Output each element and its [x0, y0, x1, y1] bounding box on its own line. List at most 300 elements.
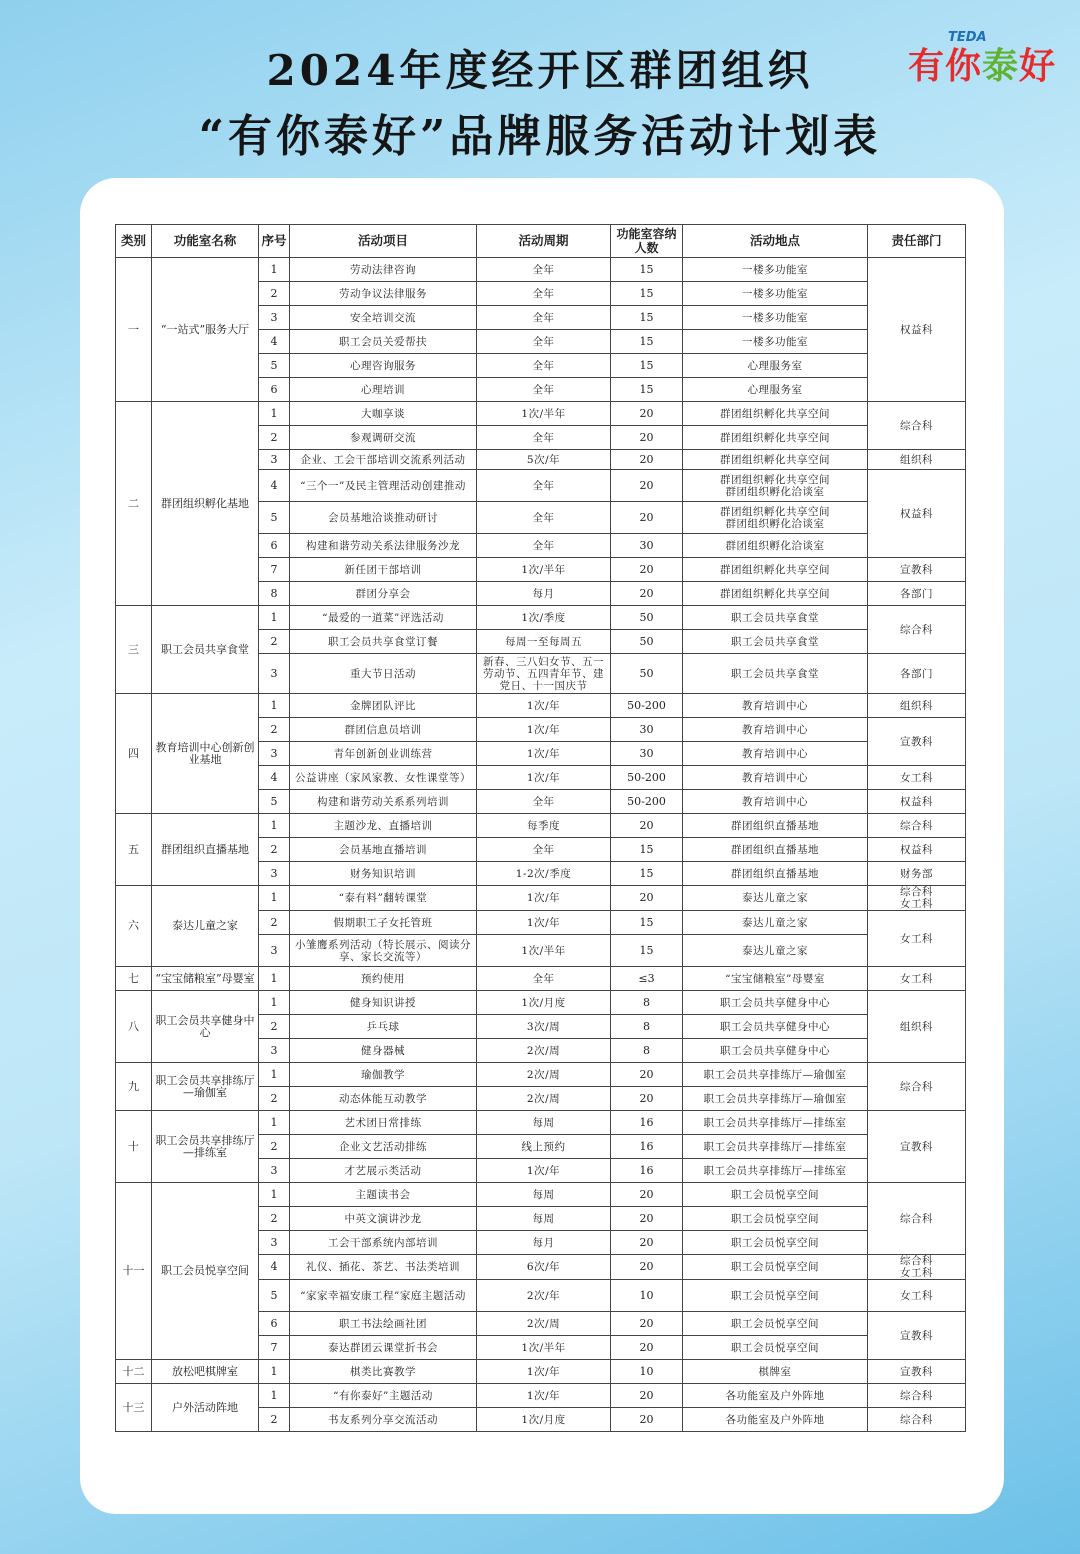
location-cell: 群团组织直播基地	[683, 862, 868, 886]
capacity-cell: 8	[611, 1015, 683, 1039]
capacity-cell: 20	[611, 582, 683, 606]
location-cell: 职工会员悦享空间	[683, 1312, 868, 1336]
category-cell: 八	[116, 991, 152, 1063]
cycle-cell: 全年	[477, 282, 611, 306]
location-cell: 职工会员悦享空间	[683, 1336, 868, 1360]
location-cell: 泰达儿童之家	[683, 911, 868, 935]
category-cell: 一	[116, 258, 152, 402]
location-cell: 职工会员共享食堂	[683, 654, 868, 694]
number-cell: 3	[259, 306, 290, 330]
location-cell: 职工会员共享排练厅—排练室	[683, 1135, 868, 1159]
capacity-cell: 20	[611, 1231, 683, 1255]
capacity-cell: 20	[611, 426, 683, 450]
project-cell: 群团信息员培训	[290, 718, 477, 742]
capacity-cell: 50-200	[611, 766, 683, 790]
cycle-cell: 全年	[477, 790, 611, 814]
cycle-cell: 1次/季度	[477, 606, 611, 630]
header-category: 类别	[116, 225, 152, 258]
activity-plan-table	[115, 224, 966, 1432]
location-cell: 群团组织直播基地	[683, 814, 868, 838]
location-cell: 一楼多功能室	[683, 258, 868, 282]
category-cell: 二	[116, 402, 152, 606]
number-cell: 4	[259, 1255, 290, 1280]
location-cell: 教育培训中心	[683, 694, 868, 718]
dept-cell: 综合科	[868, 1183, 966, 1255]
category-cell: 三	[116, 606, 152, 694]
project-cell: 小雏鹰系列活动（特长展示、阅读分享、家长交流等）	[290, 935, 477, 967]
cycle-cell: 全年	[477, 502, 611, 534]
project-cell: 书友系列分享交流活动	[290, 1408, 477, 1432]
brand-logo-part-c: 好	[1019, 46, 1057, 87]
project-cell: 健身器械	[290, 1039, 477, 1063]
cycle-cell: 全年	[477, 258, 611, 282]
capacity-cell: 20	[611, 502, 683, 534]
table-row	[116, 814, 966, 838]
number-cell: 3	[259, 862, 290, 886]
number-cell: 2	[259, 1087, 290, 1111]
number-cell: 1	[259, 814, 290, 838]
capacity-cell: 10	[611, 1360, 683, 1384]
table-row	[116, 967, 966, 991]
location-cell: 群团组织孵化共享空间	[683, 558, 868, 582]
room-name-cell: 户外活动阵地	[152, 1384, 259, 1432]
capacity-cell: 20	[611, 814, 683, 838]
project-cell: 劳动争议法律服务	[290, 282, 477, 306]
capacity-cell: 50-200	[611, 790, 683, 814]
location-cell: 一楼多功能室	[683, 282, 868, 306]
teda-logo-text: TEDA	[948, 30, 987, 45]
project-cell: 职工会员共享食堂订餐	[290, 630, 477, 654]
location-cell: 群团组织孵化共享空间	[683, 402, 868, 426]
project-cell: 企业、工会干部培训交流系列活动	[290, 450, 477, 470]
cycle-cell: 1-2次/季度	[477, 862, 611, 886]
cycle-cell: 1次/年	[477, 718, 611, 742]
number-cell: 6	[259, 378, 290, 402]
capacity-cell: 15	[611, 911, 683, 935]
cycle-cell: 1次/年	[477, 694, 611, 718]
project-cell: 财务知识培训	[290, 862, 477, 886]
brand-logo-part-b: 泰	[982, 46, 1020, 87]
dept-cell: 女工科	[868, 911, 966, 967]
number-cell: 1	[259, 991, 290, 1015]
cycle-cell: 1次/半年	[477, 402, 611, 426]
capacity-cell: 50	[611, 606, 683, 630]
number-cell: 6	[259, 1312, 290, 1336]
cycle-cell: 1次/年	[477, 1159, 611, 1183]
capacity-cell: 15	[611, 330, 683, 354]
capacity-cell: 20	[611, 1408, 683, 1432]
dept-cell: 综合科	[868, 402, 966, 450]
project-cell: 安全培训交流	[290, 306, 477, 330]
location-cell: 群团组织孵化共享空间	[683, 450, 868, 470]
project-cell: 重大节日活动	[290, 654, 477, 694]
brand-logo-text	[908, 38, 1056, 89]
project-cell: 会员基地洽谈推动研讨	[290, 502, 477, 534]
capacity-cell: 20	[611, 558, 683, 582]
location-cell: 职工会员共享健身中心	[683, 1039, 868, 1063]
number-cell: 1	[259, 1183, 290, 1207]
location-cell: 一楼多功能室	[683, 330, 868, 354]
cycle-cell: 1次/月度	[477, 1408, 611, 1432]
project-cell: 泰达群团云课堂折书会	[290, 1336, 477, 1360]
dept-cell: 综合科	[868, 606, 966, 654]
room-name-cell: 职工会员共享排练厅—排练室	[152, 1111, 259, 1183]
project-cell: 金牌团队评比	[290, 694, 477, 718]
location-cell: 职工会员共享排练厅—瑜伽室	[683, 1087, 868, 1111]
category-cell: 六	[116, 886, 152, 967]
room-name-cell: 泰达儿童之家	[152, 886, 259, 967]
cycle-cell: 每季度	[477, 814, 611, 838]
table-row	[116, 1111, 966, 1135]
table-row	[116, 606, 966, 630]
header-project: 活动项目	[290, 225, 477, 258]
number-cell: 6	[259, 534, 290, 558]
location-cell: 教育培训中心	[683, 766, 868, 790]
project-cell: 棋类比赛教学	[290, 1360, 477, 1384]
cycle-cell: 2次/年	[477, 1280, 611, 1312]
cycle-cell: 1次/半年	[477, 558, 611, 582]
dept-cell: 宣教科	[868, 558, 966, 582]
cycle-cell: 每周一至每周五	[477, 630, 611, 654]
room-name-cell: 放松吧棋牌室	[152, 1360, 259, 1384]
project-cell: 假期职工子女托管班	[290, 911, 477, 935]
project-cell: 劳动法律咨询	[290, 258, 477, 282]
location-cell: 职工会员共享排练厅—瑜伽室	[683, 1063, 868, 1087]
number-cell: 1	[259, 258, 290, 282]
location-cell: 职工会员共享排练厅—排练室	[683, 1159, 868, 1183]
location-cell: 职工会员共享健身中心	[683, 1015, 868, 1039]
project-cell: 工会干部系统内部培训	[290, 1231, 477, 1255]
brand-logo-part-a: 有你	[908, 46, 983, 87]
location-cell: 职工会员悦享空间	[683, 1183, 868, 1207]
project-cell: 礼仪、插花、茶艺、书法类培训	[290, 1255, 477, 1280]
dept-cell: 宣教科	[868, 1111, 966, 1183]
location-cell: 群团组织孵化共享空间	[683, 426, 868, 450]
location-cell: 群团组织孵化洽谈室	[683, 534, 868, 558]
number-cell: 3	[259, 450, 290, 470]
location-cell: 职工会员悦享空间	[683, 1280, 868, 1312]
capacity-cell: 20	[611, 1207, 683, 1231]
project-cell: 心理培训	[290, 378, 477, 402]
number-cell: 1	[259, 402, 290, 426]
project-cell: “三个一”及民主管理活动创建推动	[290, 470, 477, 502]
capacity-cell: 15	[611, 258, 683, 282]
capacity-cell: 50	[611, 630, 683, 654]
cycle-cell: 1次/年	[477, 886, 611, 911]
location-cell: 各功能室及户外阵地	[683, 1408, 868, 1432]
capacity-cell: 15	[611, 354, 683, 378]
cycle-cell: 全年	[477, 354, 611, 378]
capacity-cell: 20	[611, 1183, 683, 1207]
project-cell: “最爱的一道菜”评选活动	[290, 606, 477, 630]
cycle-cell: 2次/周	[477, 1039, 611, 1063]
room-name-cell: 职工会员悦享空间	[152, 1183, 259, 1360]
location-cell: 心理服务室	[683, 378, 868, 402]
project-cell: 心理咨询服务	[290, 354, 477, 378]
cycle-cell: 3次/周	[477, 1015, 611, 1039]
number-cell: 5	[259, 790, 290, 814]
number-cell: 2	[259, 1408, 290, 1432]
location-cell: 群团组织直播基地	[683, 838, 868, 862]
project-cell: 群团分享会	[290, 582, 477, 606]
capacity-cell: 20	[611, 450, 683, 470]
location-cell: 职工会员悦享空间	[683, 1255, 868, 1280]
table-row	[116, 1384, 966, 1408]
dept-cell: 宣教科	[868, 718, 966, 766]
dept-cell: 女工科	[868, 766, 966, 790]
number-cell: 4	[259, 766, 290, 790]
header-location: 活动地点	[683, 225, 868, 258]
header-number: 序号	[259, 225, 290, 258]
capacity-cell: 20	[611, 886, 683, 911]
project-cell: 构建和谐劳动关系系列培训	[290, 790, 477, 814]
number-cell: 2	[259, 630, 290, 654]
dept-cell: 组织科	[868, 694, 966, 718]
capacity-cell: 16	[611, 1111, 683, 1135]
number-cell: 1	[259, 1360, 290, 1384]
project-cell: 构建和谐劳动关系法律服务沙龙	[290, 534, 477, 558]
cycle-cell: 6次/年	[477, 1255, 611, 1280]
dept-cell: 综合科 女工科	[868, 1255, 966, 1280]
location-cell: 职工会员共享健身中心	[683, 991, 868, 1015]
project-cell: 主题沙龙、直播培训	[290, 814, 477, 838]
dept-cell: 女工科	[868, 967, 966, 991]
header-capacity: 功能室容纳人数	[611, 225, 683, 258]
project-cell: 健身知识讲授	[290, 991, 477, 1015]
dept-cell: 综合科	[868, 1384, 966, 1408]
room-name-cell: 群团组织直播基地	[152, 814, 259, 886]
project-cell: 企业文艺活动排练	[290, 1135, 477, 1159]
header-cycle: 活动周期	[477, 225, 611, 258]
number-cell: 2	[259, 282, 290, 306]
number-cell: 3	[259, 1159, 290, 1183]
cycle-cell: 2次/周	[477, 1063, 611, 1087]
room-name-cell: “宝宝储粮室”母婴室	[152, 967, 259, 991]
location-cell: 职工会员悦享空间	[683, 1231, 868, 1255]
dept-cell: 综合科 女工科	[868, 886, 966, 911]
capacity-cell: 30	[611, 534, 683, 558]
cycle-cell: 每周	[477, 1183, 611, 1207]
room-name-cell: 教育培训中心创新创业基地	[152, 694, 259, 814]
project-cell: 才艺展示类活动	[290, 1159, 477, 1183]
page-title-line1: 2024年度经开区群团组织	[266, 46, 814, 95]
cycle-cell: 1次/年	[477, 766, 611, 790]
capacity-cell: 10	[611, 1280, 683, 1312]
cycle-cell: 1次/年	[477, 1384, 611, 1408]
capacity-cell: 15	[611, 935, 683, 967]
number-cell: 2	[259, 1015, 290, 1039]
location-cell: 职工会员悦享空间	[683, 1207, 868, 1231]
location-cell: “宝宝储粮室”母婴室	[683, 967, 868, 991]
project-cell: 预约使用	[290, 967, 477, 991]
category-cell: 十三	[116, 1384, 152, 1432]
location-cell: 群团组织孵化共享空间 群团组织孵化洽谈室	[683, 502, 868, 534]
capacity-cell: 15	[611, 282, 683, 306]
capacity-cell: 30	[611, 718, 683, 742]
number-cell: 2	[259, 838, 290, 862]
dept-cell: 权益科	[868, 470, 966, 558]
location-cell: 职工会员共享排练厅—排练室	[683, 1111, 868, 1135]
number-cell: 2	[259, 911, 290, 935]
project-cell: 大咖享谈	[290, 402, 477, 426]
number-cell: 1	[259, 1063, 290, 1087]
category-cell: 四	[116, 694, 152, 814]
number-cell: 7	[259, 1336, 290, 1360]
location-cell: 心理服务室	[683, 354, 868, 378]
capacity-cell: 15	[611, 862, 683, 886]
table-row	[116, 1183, 966, 1207]
dept-cell: 宣教科	[868, 1312, 966, 1360]
header-dept: 责任部门	[868, 225, 966, 258]
header-room: 功能室名称	[152, 225, 259, 258]
capacity-cell: 8	[611, 1039, 683, 1063]
category-cell: 十	[116, 1111, 152, 1183]
cycle-cell: 5次/年	[477, 450, 611, 470]
project-cell: “泰有料”翻转课堂	[290, 886, 477, 911]
cycle-cell: 1次/月度	[477, 991, 611, 1015]
project-cell: 动态体能互动教学	[290, 1087, 477, 1111]
project-cell: “有你泰好”主题活动	[290, 1384, 477, 1408]
location-cell: 泰达儿童之家	[683, 935, 868, 967]
location-cell: 群团组织孵化共享空间 群团组织孵化洽谈室	[683, 470, 868, 502]
project-cell: 艺术团日常排练	[290, 1111, 477, 1135]
cycle-cell: 1次/年	[477, 742, 611, 766]
cycle-cell: 1次/半年	[477, 935, 611, 967]
dept-cell: 综合科	[868, 1408, 966, 1432]
capacity-cell: 15	[611, 306, 683, 330]
number-cell: 3	[259, 935, 290, 967]
table-header-row	[116, 225, 966, 258]
number-cell: 2	[259, 1207, 290, 1231]
location-cell: 职工会员共享食堂	[683, 606, 868, 630]
capacity-cell: 16	[611, 1135, 683, 1159]
project-cell: 参观调研交流	[290, 426, 477, 450]
capacity-cell: 16	[611, 1159, 683, 1183]
number-cell: 5	[259, 1280, 290, 1312]
cycle-cell: 每周	[477, 1111, 611, 1135]
capacity-cell: 20	[611, 1087, 683, 1111]
project-cell: 职工会员关爱帮扶	[290, 330, 477, 354]
table-row	[116, 258, 966, 282]
category-cell: 五	[116, 814, 152, 886]
project-cell: 中英文演讲沙龙	[290, 1207, 477, 1231]
number-cell: 1	[259, 967, 290, 991]
capacity-cell: 20	[611, 1384, 683, 1408]
number-cell: 8	[259, 582, 290, 606]
location-cell: 棋牌室	[683, 1360, 868, 1384]
capacity-cell: ≤3	[611, 967, 683, 991]
number-cell: 5	[259, 502, 290, 534]
capacity-cell: 20	[611, 402, 683, 426]
capacity-cell: 30	[611, 742, 683, 766]
location-cell: 教育培训中心	[683, 742, 868, 766]
category-cell: 七	[116, 967, 152, 991]
project-cell: 青年创新创业训练营	[290, 742, 477, 766]
dept-cell: 权益科	[868, 790, 966, 814]
location-cell: 群团组织孵化共享空间	[683, 582, 868, 606]
number-cell: 3	[259, 1039, 290, 1063]
cycle-cell: 全年	[477, 838, 611, 862]
cycle-cell: 全年	[477, 470, 611, 502]
number-cell: 3	[259, 742, 290, 766]
project-cell: 公益讲座（家风家教、女性课堂等）	[290, 766, 477, 790]
dept-cell: 女工科	[868, 1280, 966, 1312]
cycle-cell: 新春、三八妇女节、五一劳动节、五四青年节、建党日、十一国庆节	[477, 654, 611, 694]
capacity-cell: 20	[611, 1312, 683, 1336]
cycle-cell: 每周	[477, 1207, 611, 1231]
number-cell: 2	[259, 718, 290, 742]
room-name-cell: 职工会员共享食堂	[152, 606, 259, 694]
project-cell: 主题读书会	[290, 1183, 477, 1207]
project-cell: 乒乓球	[290, 1015, 477, 1039]
capacity-cell: 20	[611, 1063, 683, 1087]
number-cell: 4	[259, 330, 290, 354]
number-cell: 1	[259, 886, 290, 911]
cycle-cell: 2次/周	[477, 1312, 611, 1336]
dept-cell: 组织科	[868, 450, 966, 470]
category-cell: 十一	[116, 1183, 152, 1360]
number-cell: 5	[259, 354, 290, 378]
category-cell: 十二	[116, 1360, 152, 1384]
location-cell: 一楼多功能室	[683, 306, 868, 330]
number-cell: 3	[259, 654, 290, 694]
cycle-cell: 全年	[477, 378, 611, 402]
capacity-cell: 15	[611, 838, 683, 862]
dept-cell: 权益科	[868, 838, 966, 862]
capacity-cell: 20	[611, 1336, 683, 1360]
number-cell: 3	[259, 1231, 290, 1255]
table-row	[116, 402, 966, 426]
number-cell: 2	[259, 426, 290, 450]
capacity-cell: 20	[611, 470, 683, 502]
cycle-cell: 全年	[477, 426, 611, 450]
project-cell: 新任团干部培训	[290, 558, 477, 582]
dept-cell: 宣教科	[868, 1360, 966, 1384]
location-cell: 各功能室及户外阵地	[683, 1384, 868, 1408]
project-cell: 职工书法绘画社团	[290, 1312, 477, 1336]
page-title-line2: “有你泰好”品牌服务活动计划表	[198, 111, 882, 162]
room-name-cell: 群团组织孵化基地	[152, 402, 259, 606]
location-cell: 教育培训中心	[683, 790, 868, 814]
room-name-cell: 职工会员共享健身中心	[152, 991, 259, 1063]
cycle-cell: 线上预约	[477, 1135, 611, 1159]
cycle-cell: 全年	[477, 534, 611, 558]
capacity-cell: 15	[611, 378, 683, 402]
number-cell: 1	[259, 606, 290, 630]
room-name-cell: “一站式”服务大厅	[152, 258, 259, 402]
cycle-cell: 1次/年	[477, 911, 611, 935]
dept-cell: 组织科	[868, 991, 966, 1063]
dept-cell: 各部门	[868, 654, 966, 694]
cycle-cell: 每月	[477, 1231, 611, 1255]
dept-cell: 综合科	[868, 814, 966, 838]
project-cell: 瑜伽教学	[290, 1063, 477, 1087]
number-cell: 1	[259, 1384, 290, 1408]
room-name-cell: 职工会员共享排练厅—瑜伽室	[152, 1063, 259, 1111]
location-cell: 教育培训中心	[683, 718, 868, 742]
capacity-cell: 20	[611, 1255, 683, 1280]
dept-cell: 各部门	[868, 582, 966, 606]
table-row	[116, 1063, 966, 1087]
number-cell: 1	[259, 1111, 290, 1135]
table-row	[116, 991, 966, 1015]
table-row	[116, 886, 966, 911]
capacity-cell: 8	[611, 991, 683, 1015]
dept-cell: 财务部	[868, 862, 966, 886]
cycle-cell: 全年	[477, 330, 611, 354]
cycle-cell: 每月	[477, 582, 611, 606]
number-cell: 2	[259, 1135, 290, 1159]
